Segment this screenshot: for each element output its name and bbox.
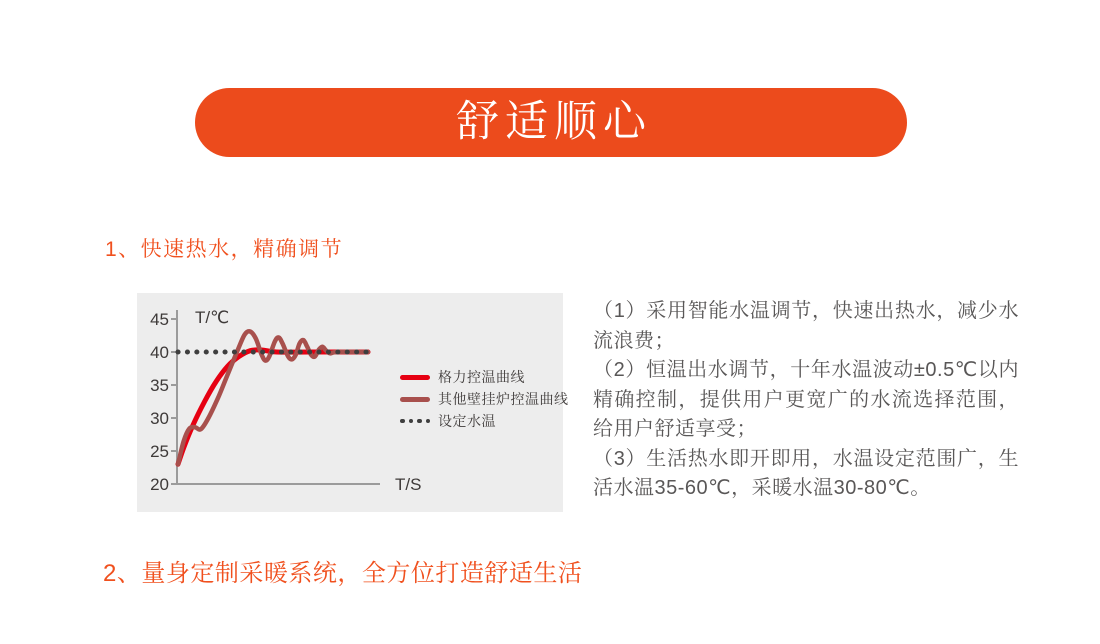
chart-legend <box>400 366 569 432</box>
x-axis-label: T/S <box>395 475 422 494</box>
legend-item-2 <box>400 388 569 410</box>
legend-dots-swatch <box>400 419 430 424</box>
legend-label: 设定水温 <box>438 413 496 429</box>
feature-description <box>593 297 1019 504</box>
description-paragraph-2: （2）恒温出水调节，十年水温波动±0.5℃以内精确控制，提供用户更宽广的水流选择范围，给用户舒适享受； <box>593 359 1019 440</box>
legend-line-swatch <box>400 375 430 380</box>
feature-banner <box>195 88 907 157</box>
y-tick-label: 35 <box>150 376 169 395</box>
y-tick-label: 20 <box>150 475 169 494</box>
legend-label: 格力控温曲线 <box>438 369 525 385</box>
legend-item-1 <box>400 366 569 388</box>
y-tick-label: 30 <box>150 409 169 428</box>
y-axis-label: T/℃ <box>195 308 230 327</box>
section-heading-2: 2、量身定制采暖系统，全方位打造舒适生活 <box>103 560 583 587</box>
y-tick-label: 45 <box>150 310 169 329</box>
description-paragraph-1: （1）采用智能水温调节，快速出热水，减少水流浪费； <box>593 300 1019 352</box>
banner-title: 舒适顺心 <box>456 98 652 146</box>
series-curve-1 <box>178 350 368 464</box>
y-tick-label: 40 <box>150 343 169 362</box>
y-tick-label: 25 <box>150 442 169 461</box>
legend-label: 其他壁挂炉控温曲线 <box>438 391 569 407</box>
temperature-chart-panel <box>137 293 569 512</box>
section-heading-1: 1、快速热水，精确调节 <box>105 238 344 261</box>
legend-line-swatch <box>400 397 430 402</box>
legend-item-3 <box>400 410 569 432</box>
description-paragraph-3: （3）生活热水即开即用，水温设定范围广，生活水温35-60℃，采暖水温30-80℃。 <box>593 447 1019 499</box>
